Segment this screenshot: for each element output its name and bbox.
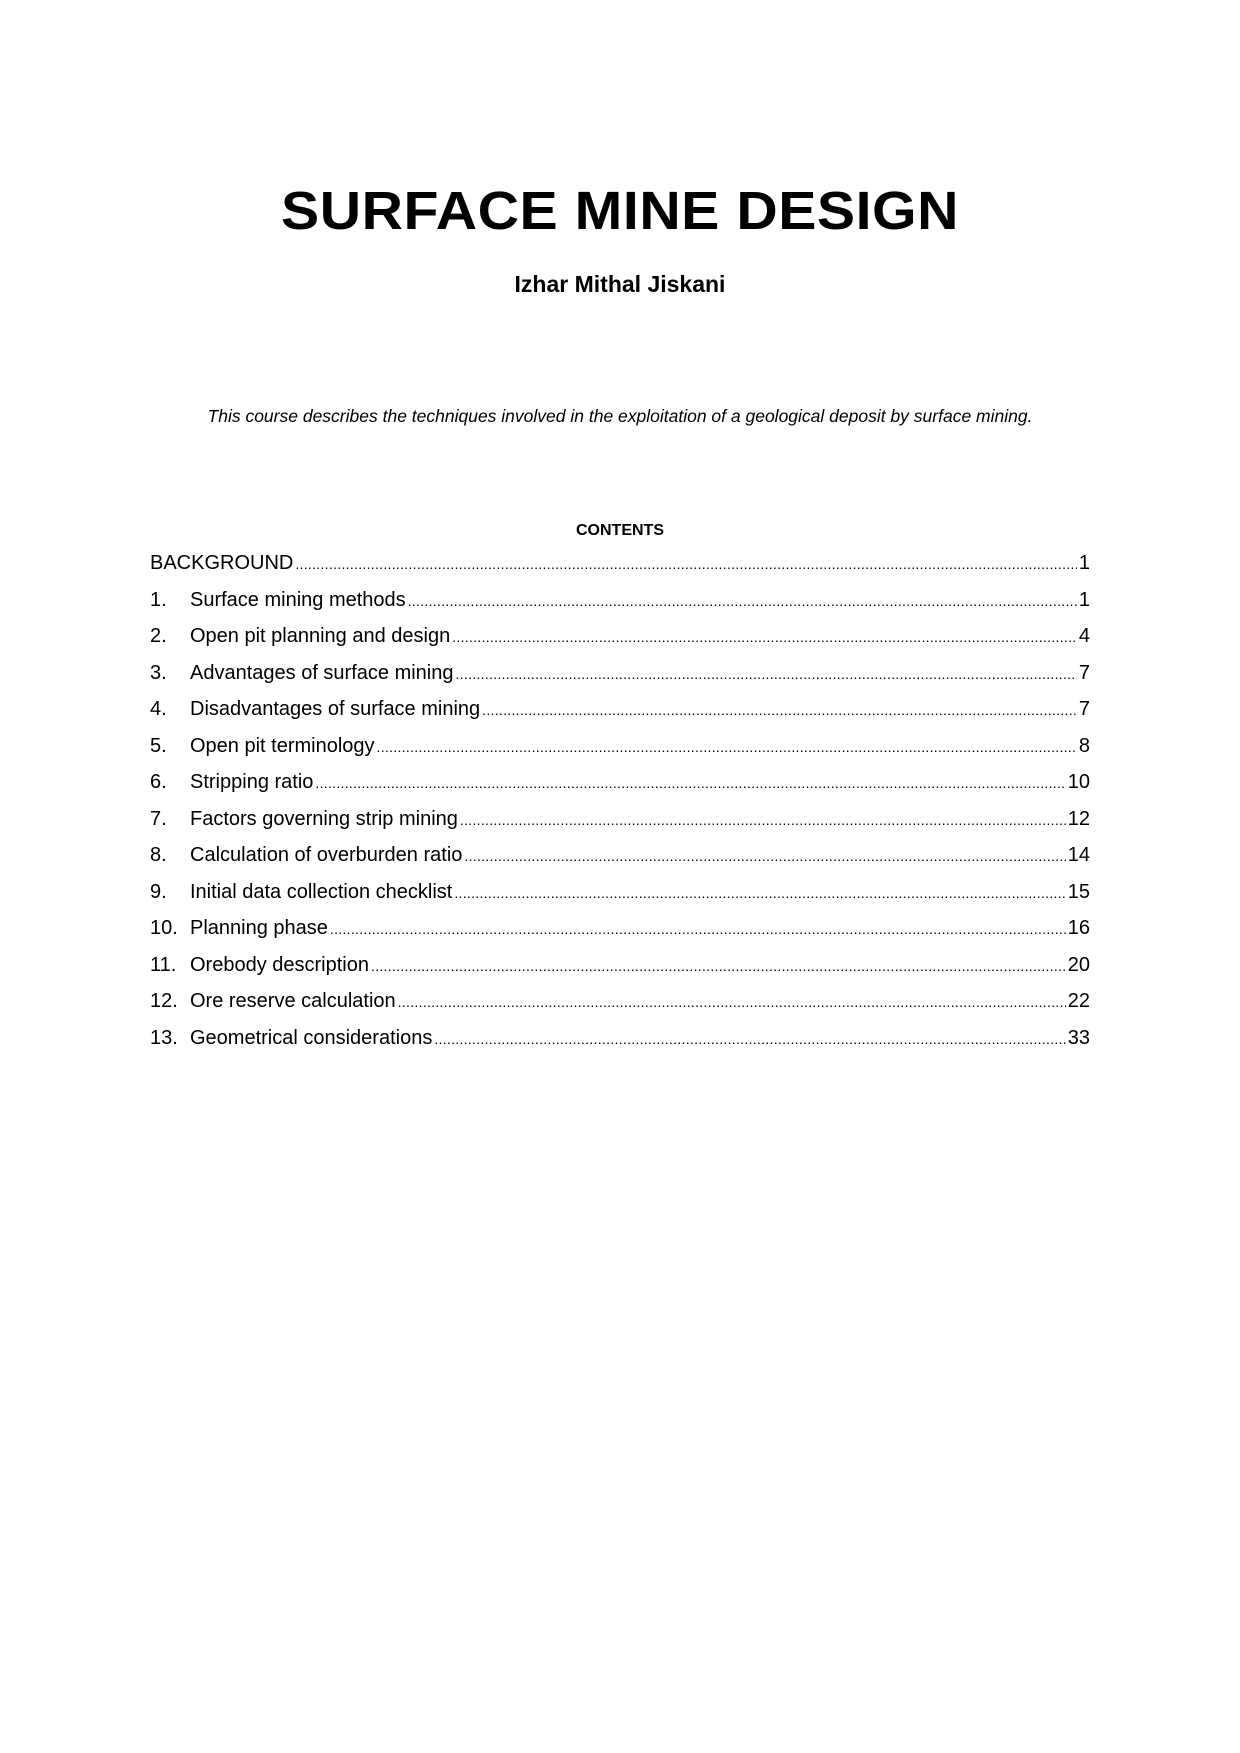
toc-entry-page: 22 xyxy=(1067,990,1090,1012)
toc-entry-number: 13. xyxy=(150,1026,178,1049)
toc-entry-label: Stripping ratio xyxy=(190,771,314,793)
toc-entry-page: 12 xyxy=(1067,807,1090,830)
toc-entry-page: 14 xyxy=(1067,844,1090,866)
dot-leader xyxy=(408,589,1077,612)
toc-entry-page: 1 xyxy=(1078,588,1090,611)
toc-entry-label: Open pit planning and design xyxy=(190,625,451,647)
toc-entry-page: 7 xyxy=(1078,661,1090,684)
dot-leader xyxy=(330,917,1066,940)
toc-entry[interactable] xyxy=(150,844,1090,881)
toc-entry[interactable] xyxy=(150,552,1090,589)
toc-entry-number: 2. xyxy=(150,625,167,647)
toc-entry-number: 9. xyxy=(150,880,167,903)
dot-leader xyxy=(464,844,1065,867)
toc-entry-label: Orebody description xyxy=(190,953,369,976)
toc-entry-number: 6. xyxy=(150,771,167,793)
toc-entry-number: 11. xyxy=(150,953,177,976)
toc-entry[interactable] xyxy=(150,589,1090,626)
toc-entry[interactable] xyxy=(150,990,1090,1027)
table-of-contents xyxy=(150,552,1090,1063)
toc-entry-number: 10. xyxy=(150,917,178,939)
toc-entry-page: 10 xyxy=(1067,771,1090,793)
toc-entry-number: 8. xyxy=(150,844,167,866)
toc-entry-label: Factors governing strip mining xyxy=(190,807,458,830)
toc-entry-number: 1. xyxy=(150,588,167,611)
dot-leader xyxy=(434,1027,1065,1050)
toc-entry-label: Geometrical considerations xyxy=(190,1026,433,1049)
toc-entry[interactable] xyxy=(150,881,1090,918)
toc-entry-page: 20 xyxy=(1067,953,1090,976)
dot-leader xyxy=(452,625,1077,648)
toc-entry-number: 3. xyxy=(150,661,167,684)
toc-entry-page: 1 xyxy=(1078,552,1090,574)
author-name: Izhar Mithal Jiskani xyxy=(514,271,726,297)
dot-leader xyxy=(377,735,1077,758)
toc-entry-page: 8 xyxy=(1078,734,1090,757)
toc-entry-label: Disadvantages of surface mining xyxy=(190,698,481,720)
toc-entry-page: 7 xyxy=(1078,698,1090,720)
toc-entry[interactable] xyxy=(150,735,1090,772)
contents-heading: CONTENTS xyxy=(576,522,664,539)
toc-entry-number: 5. xyxy=(150,734,167,757)
toc-entry-label: BACKGROUND xyxy=(150,552,294,574)
toc-entry[interactable] xyxy=(150,1027,1090,1064)
toc-entry-number: 4. xyxy=(150,698,167,720)
toc-entry-page: 33 xyxy=(1067,1026,1090,1049)
toc-entry-label: Initial data collection checklist xyxy=(190,880,453,903)
toc-entry[interactable] xyxy=(150,625,1090,662)
toc-entry-page: 4 xyxy=(1078,625,1090,647)
toc-entry[interactable] xyxy=(150,771,1090,808)
toc-entry-label: Planning phase xyxy=(190,917,328,939)
dot-leader xyxy=(295,552,1077,575)
toc-entry[interactable] xyxy=(150,662,1090,699)
document-title: SURFACE MINE DESIGN xyxy=(281,181,959,241)
toc-entry-label: Open pit terminology xyxy=(190,734,375,757)
toc-entry-page: 15 xyxy=(1067,880,1090,903)
toc-entry-label: Calculation of overburden ratio xyxy=(190,844,463,866)
dot-leader xyxy=(456,662,1077,685)
toc-entry[interactable] xyxy=(150,954,1090,991)
toc-entry[interactable] xyxy=(150,698,1090,735)
course-description: This course describes the techniques involved in the exploitation of a geological deposit by surface mining. xyxy=(207,406,1033,426)
dot-leader xyxy=(482,698,1077,721)
toc-entry[interactable] xyxy=(150,917,1090,954)
toc-entry[interactable] xyxy=(150,808,1090,845)
toc-entry-label: Surface mining methods xyxy=(190,588,406,611)
dot-leader xyxy=(454,881,1065,904)
dot-leader xyxy=(371,954,1066,977)
toc-entry-number: 12. xyxy=(150,990,178,1012)
dot-leader xyxy=(460,808,1066,831)
dot-leader xyxy=(398,990,1066,1013)
toc-entry-label: Advantages of surface mining xyxy=(190,661,454,684)
toc-entry-number: 7. xyxy=(150,807,167,830)
toc-entry-label: Ore reserve calculation xyxy=(190,990,396,1012)
toc-entry-page: 16 xyxy=(1067,917,1090,939)
dot-leader xyxy=(315,771,1065,794)
